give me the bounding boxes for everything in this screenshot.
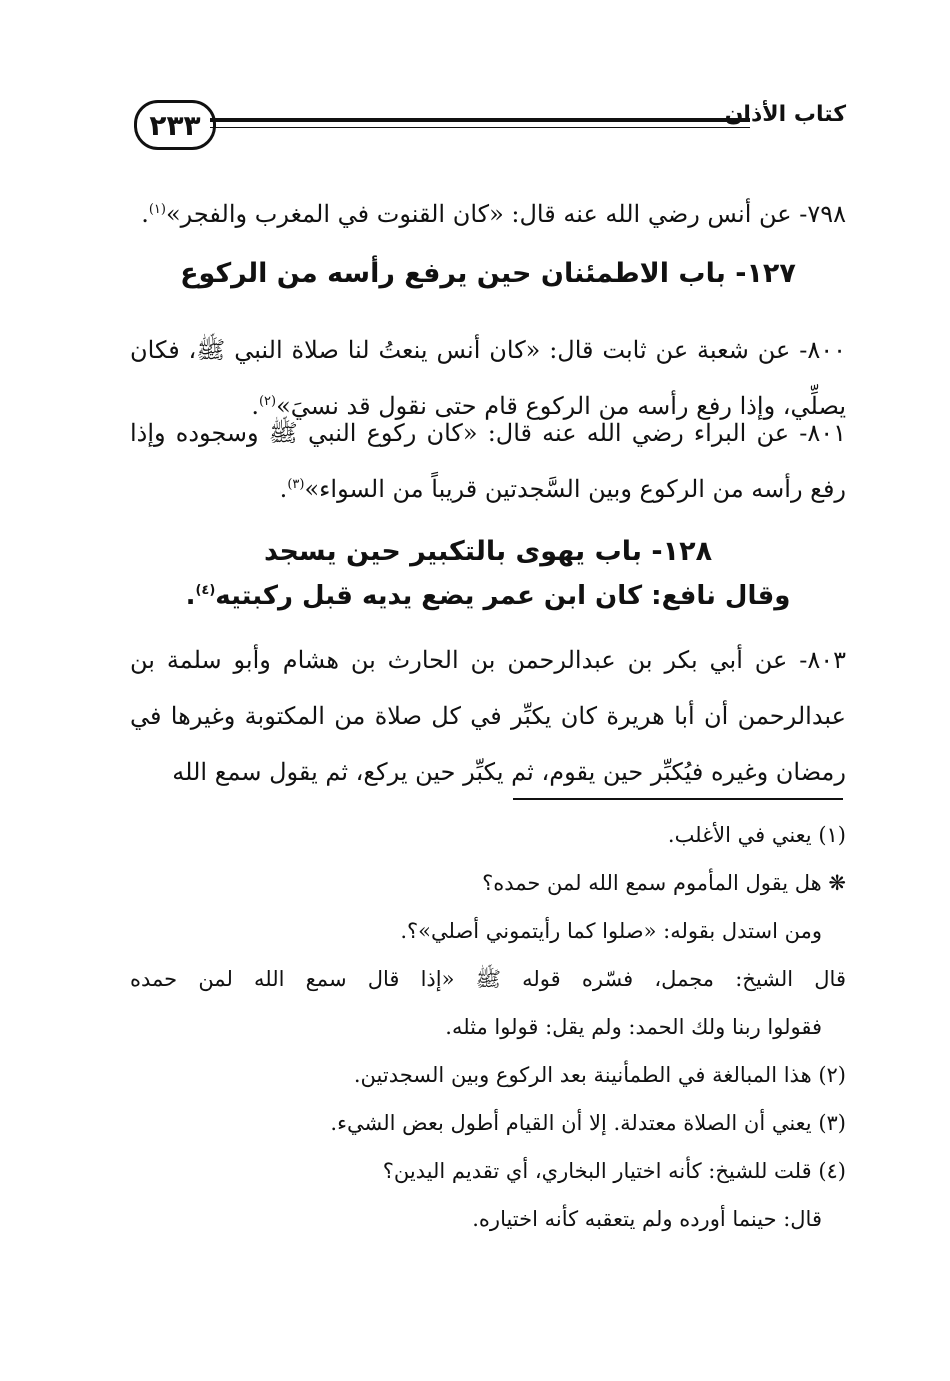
page-number: ٢٣٣ [134,100,216,150]
chapter-127-heading: ١٢٧- باب الاطمئنان حين يرفع رأسه من الركوع [180,258,796,289]
footnote-ref-2: (٢) [258,394,277,409]
header-rule-thick [210,118,750,122]
footnote-1: (١) يعني في الأغلب. [667,823,846,847]
footnote-1-sheikh-answer-cont: فقولوا ربنا ولك الحمد: ولم يقل: قولوا مثله. [445,1015,822,1039]
running-title: كتاب الأذان [724,102,846,127]
hadith-801: ٨٠١- عن البراء رضي الله عنه قال: «كان ركوع النبي ﷺ وسجوده وإذا رفع رأسه من الركوع وبين السَّجدتين قريباً من السواء»$^{(٣)}$. [130,419,846,503]
hadith-800: ٨٠٠- عن شعبة عن ثابت قال: «كان أنس ينعتُ لنا صلاة النبي ﷺ، فكان يصلِّي، وإذا رفع رأسه من الركوع قام حتى نقول قد نسيَ»$^{(٢)}$. [130,336,846,420]
header-rule-thin [210,127,750,128]
hadith-803: ٨٠٣- عن أبي بكر بن عبدالرحمن بن الحارث بن هشام وأبو سلمة بن عبدالرحمن أن أبا هريرة كان يكبِّر في كل صلاة من المكتوبة وغيرها في رمضان وغيره فيُكبِّر حين يقوم، ثم يكبِّر حين يركع، ثم يقول سمع الله [130,646,846,786]
chapter-128-subheading: وقال نافع: كان ابن عمر يضع يديه قبل ركبتيه$^{(٤)}$. [185,581,791,611]
page-header [130,96,846,160]
footnote-4-answer: قال: حينما أورده ولم يتعقبه كأنه اختياره. [472,1207,822,1231]
footnote-ref-4: (٤) [195,583,216,598]
chapter-128-heading: ١٢٨- باب يهوى بالتكبير حين يسجد [263,536,713,567]
footnote-1-follow-up: ومن استدل بقوله: «صلوا كما رأيتموني أصلي»؟. [400,919,822,943]
footnote-ref-1: (١) [148,202,166,217]
footnote-ref-3: (٣) [287,477,305,492]
footnote-3: (٣) يعني أن الصلاة معتدلة. إلا أن القيام أطول بعض الشيء. [330,1111,846,1135]
footnote-1-question: ❋ هل يقول المأموم سمع الله لمن حمده؟ [482,871,846,895]
hadith-801-text: ٨٠١- عن البراء رضي الله عنه قال: «كان ركوع النبي ﷺ وسجوده وإذا رفع رأسه من الركوع وبين السَّجدتين قريباً من السواء» [130,419,846,503]
footnote-divider [513,798,843,800]
hadith-798-text: ٧٩٨- عن أنس رضي الله عنه قال: «كان القنوت في المغرب والفجر» [165,200,846,228]
footnote-2: (٢) هذا المبالغة في الطمأنينة بعد الركوع وبين السجدتين. [353,1063,846,1087]
hadith-798: ٧٩٨- عن أنس رضي الله عنه قال: «كان القنوت في المغرب والفجر»$^{(١)}$. [141,200,846,228]
footnote-4: (٤) قلت للشيخ: كأنه اختيار البخاري، أي تقديم اليدين؟ [382,1159,846,1183]
hadith-800-text: ٨٠٠- عن شعبة عن ثابت قال: «كان أنس ينعتُ لنا صلاة النبي ﷺ، فكان يصلِّي، وإذا رفع رأسه من الركوع قام حتى نقول قد نسيَ» [130,336,846,420]
footnote-1-sheikh-answer: قال الشيخ: مجمل، فسّره قوله ﷺ «إذا قال سمع الله لمن حمده [130,967,846,991]
